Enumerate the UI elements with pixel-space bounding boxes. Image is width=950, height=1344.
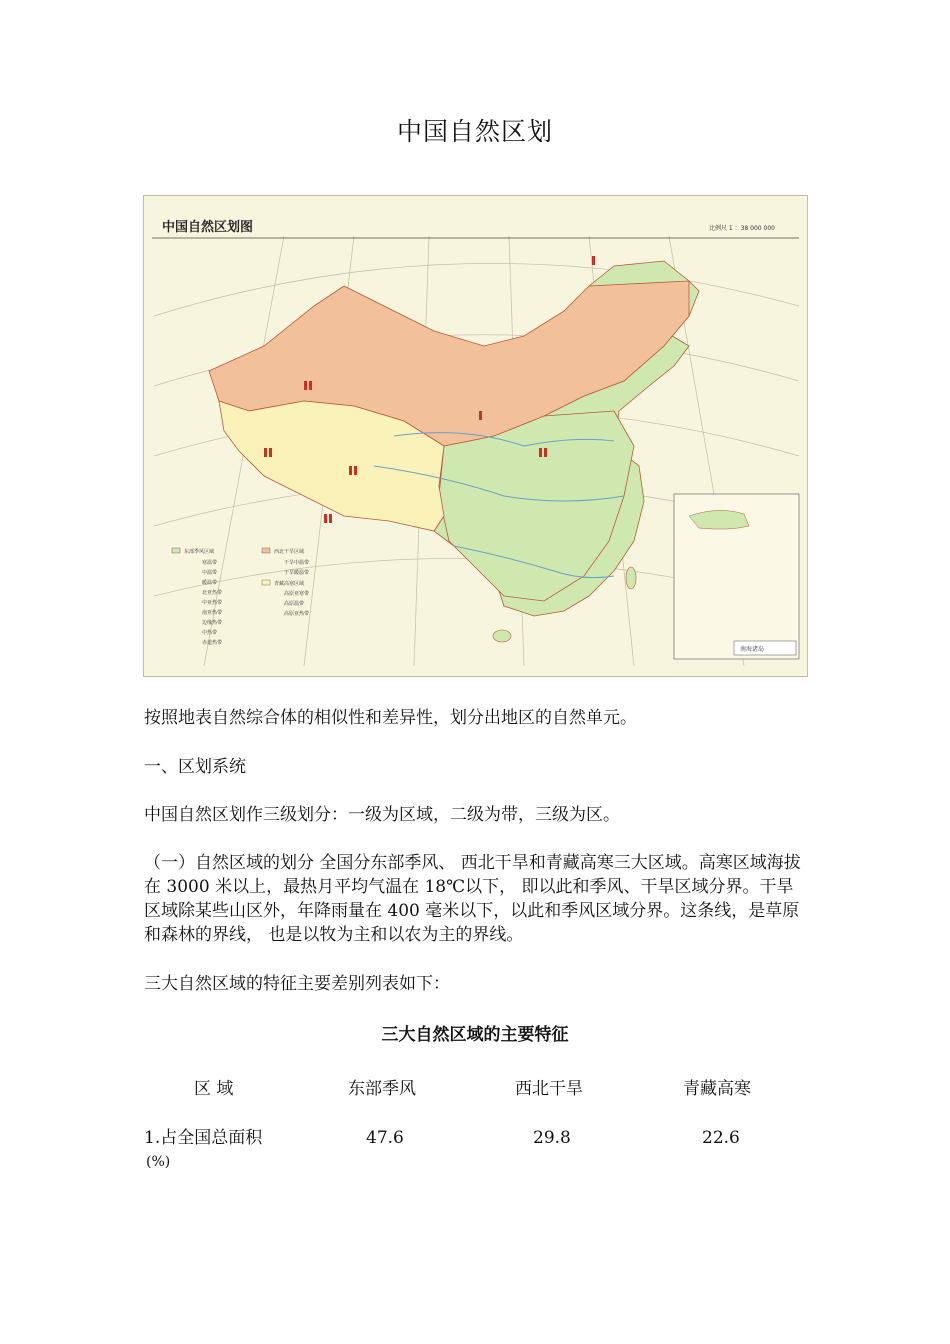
table-header: 区 域 [194,1079,234,1099]
legend-nw-item: 干旱中温带 [284,560,310,566]
map-title: 中国自然区划图 [162,220,254,235]
page-title: 中国自然区划 [396,117,553,146]
body-paragraph: （一）自然区域的划分 全国分东部季风、 西北干旱和青藏高寒三大区域。高寒区域海拔在 3000 米以上，最热月平均气温在 18℃以下， 即以此和季风、干旱区域分界。干旱区域除某些山区外，年降雨量在 400 毫米以下，以此和季风区域分界。这条线，是草原和森林的界线， 也是以牧为主和以农为主的界线。 [144,853,801,945]
table-cell: 29.8 [533,1128,571,1148]
legend-east-item: 寒温带 [202,560,218,566]
legend-tibet-item: 高原亚热带 [284,611,310,617]
section-heading: 一、区划系统 [144,757,246,777]
legend-tibet-item: 高原亚寒带 [284,591,310,597]
legend-east-item: 暖温带 [202,580,218,586]
legend-tibet-group: 青藏高寒区域 [274,581,305,587]
legend-east-item: 中热带 [202,630,218,636]
map-scale: 比例尺 1 ：38 000 000 [709,225,775,232]
taiwan-island [626,567,636,589]
legend-east-item: 中温带 [202,570,218,576]
legend-east-item: 中亚热带 [202,600,223,606]
table-header: 青藏高寒 [683,1079,751,1099]
legend-nw-item: 干旱暖温带 [284,570,310,576]
table-header: 西北干旱 [515,1079,583,1099]
table-cell: 22.6 [702,1128,740,1148]
legend-east-group: 东部季风区域 [184,549,215,555]
legend-nw-group: 西北干旱区域 [274,549,305,555]
hainan-island [493,630,511,642]
table-row-label: 1.占全国总面积 [144,1128,263,1148]
intro-paragraph: 按照地表自然综合体的相似性和差异性，划分出地区的自然单元。 [144,708,637,728]
table-row-unit: (%) [146,1154,171,1170]
legend-east-item: 赤道热带 [202,640,223,646]
legend-east-item: 北亚热带 [202,590,223,596]
inset-label: 南海诸岛 [740,646,765,653]
legend-east-item: 南亚热带 [202,610,223,616]
table-cell: 47.6 [366,1128,404,1148]
table-title: 三大自然区域的主要特征 [381,1025,569,1045]
body-paragraph: 中国自然区划作三级划分：一级为区域，二级为带，三级为区。 [144,805,620,825]
china-natural-regions-map [143,195,808,677]
table-header: 东部季风 [348,1079,416,1099]
legend-tibet-item: 高原温带 [284,601,305,607]
body-paragraph: 三大自然区域的特征主要差别列表如下： [144,974,450,994]
south-china-sea-inset [674,494,799,659]
legend-east-item: 边缘热带 [202,620,223,626]
